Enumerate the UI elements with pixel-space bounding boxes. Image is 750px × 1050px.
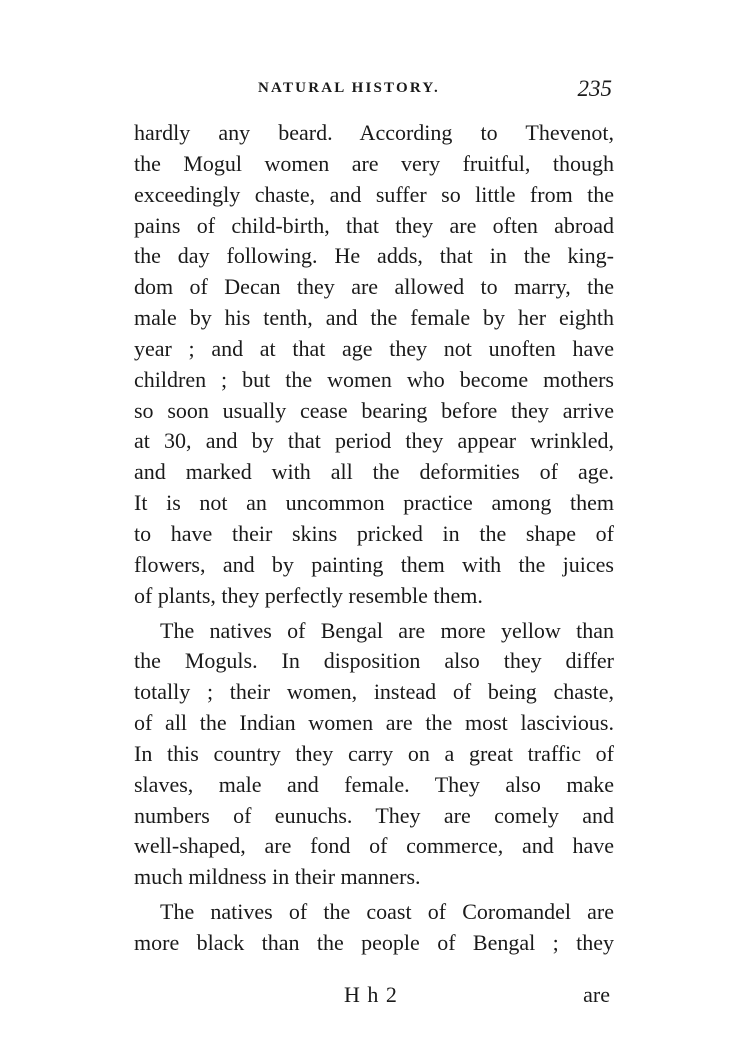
text-line: male by his tenth, and the female by her eighth [134, 305, 614, 331]
text-line: dom of Decan they are allowed to marry, the [134, 274, 614, 300]
text-line: of all the Indian women are the most lascivious. [134, 710, 614, 736]
catchword: are [583, 982, 610, 1007]
text-line: hardly any beard. According to Thevenot, [134, 120, 614, 145]
text-line: children ; but the women who become mothers [134, 366, 614, 392]
text-line: and marked with all the deformities of age. [134, 459, 614, 485]
text-line: of plants, they perfectly resemble them. [134, 582, 483, 608]
text-line: In this country they carry on a great traffic of [134, 740, 614, 766]
text-line: It is not an uncommon practice among them [134, 490, 614, 516]
text-line: well-shaped, are fond of commerce, and have [134, 833, 614, 859]
text-line: the Mogul women are very fruitful, though [134, 150, 614, 176]
text-line: slaves, male and female. They also make [134, 771, 614, 797]
paragraph [134, 897, 614, 959]
signature-mark: H h 2 [344, 982, 398, 1007]
text-line: numbers of eunuchs. They are comely and [134, 802, 614, 828]
text-line: The natives of Bengal are more yellow than [160, 617, 614, 643]
text-line: to have their skins pricked in the shape of [134, 520, 614, 546]
body-text [134, 118, 614, 959]
text-line: the Moguls. In disposition also they differ [134, 648, 614, 674]
text-line: more black than the people of Bengal ; they [134, 929, 614, 955]
text-line: pains of child-birth, that they are often abroad [134, 212, 614, 238]
running-head [134, 76, 614, 106]
running-title: NATURAL HISTORY. [258, 80, 440, 96]
text-line: exceedingly chaste, and suffer so little from the [134, 181, 614, 207]
text-line: The natives of the coast of Coromandel are [160, 899, 614, 925]
text-line: so soon usually cease bearing before they arrive [134, 397, 614, 423]
paragraph [134, 616, 614, 894]
text-line: much mildness in their manners. [134, 864, 421, 890]
text-line: year ; and at that age they not unoften have [134, 335, 614, 361]
text-line: at 30, and by that period they appear wrinkled, [134, 428, 614, 454]
page-number: 235 [577, 76, 612, 101]
page-footer [134, 982, 614, 1014]
text-line: flowers, and by painting them with the juices [134, 551, 614, 577]
text-line: the day following. He adds, that in the king- [134, 243, 614, 269]
paragraph [134, 118, 614, 612]
text-line: totally ; their women, instead of being chaste, [134, 679, 614, 705]
